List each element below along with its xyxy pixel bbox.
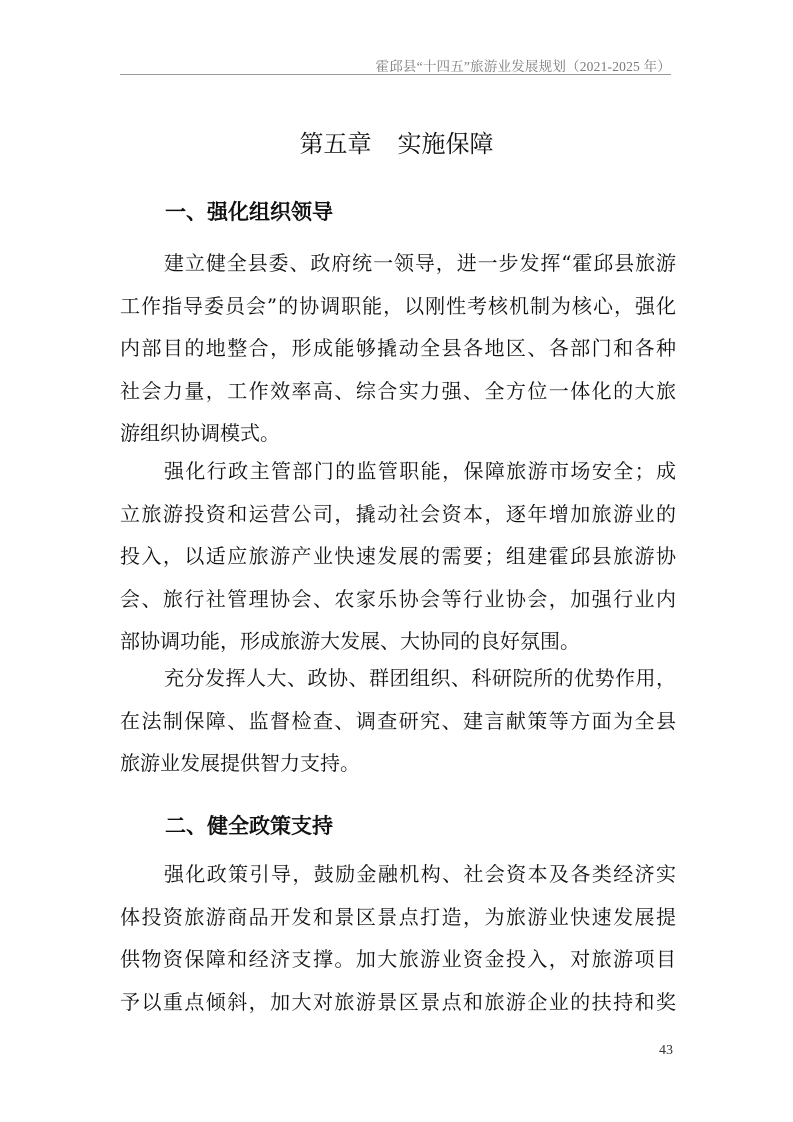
paragraph-line: 体投资旅游商品开发和景区景点打造，为旅游业快速发展提 bbox=[120, 904, 676, 929]
paragraph-line: 会、旅行社管理协会、农家乐协会等行业协会，加强行业内 bbox=[120, 586, 676, 611]
paragraph-line: 社会力量，工作效率高、综合实力强、全方位一体化的大旅 bbox=[120, 378, 676, 403]
paragraph-line: 供物资保障和经济支撑。加大旅游业资金投入，对旅游项目 bbox=[120, 947, 676, 971]
section-heading: 一、强化组织领导 bbox=[165, 200, 333, 224]
paragraph-line: 投入，以适应旅游产业快速发展的需要；组建霍邱县旅游协 bbox=[120, 544, 676, 568]
paragraph-line: 游组织协调模式。 bbox=[120, 421, 280, 445]
running-header: 霍邱县“十四五”旅游业发展规划（2021-2025 年） bbox=[375, 59, 671, 74]
chapter-number: 第五章 bbox=[299, 130, 372, 158]
paragraph bbox=[120, 242, 676, 455]
paragraph-line: 工作指导委员会”的协调职能，以刚性考核机制为核心，强化 bbox=[120, 293, 676, 318]
paragraph-line: 立旅游投资和运营公司，撬动社会资本，逐年增加旅游业的 bbox=[120, 501, 676, 526]
paragraph bbox=[120, 853, 676, 1023]
paragraph-line: 在法制保障、监督检查、调查研究、建言献策等方面为全县 bbox=[120, 708, 676, 733]
page-number: 43 bbox=[659, 1043, 673, 1058]
paragraph-line: 内部目的地整合，形成能够撬动全县各地区、各部门和各种 bbox=[120, 336, 676, 360]
paragraph bbox=[120, 657, 676, 785]
paragraph bbox=[120, 450, 676, 663]
paragraph-line: 建立健全县委、政府统一领导，进一步发挥“霍邱县旅游 bbox=[164, 251, 676, 275]
chapter-name: 实施保障 bbox=[397, 130, 494, 158]
paragraph-line: 予以重点倾斜，加大对旅游景区景点和旅游企业的扶持和奖 bbox=[120, 989, 676, 1014]
paragraph-line: 强化政策引导，鼓励金融机构、社会资本及各类经济实 bbox=[164, 862, 676, 886]
header-rule bbox=[120, 74, 671, 75]
section-heading: 二、健全政策支持 bbox=[165, 814, 333, 838]
chapter-title bbox=[0, 124, 793, 159]
paragraph-line: 部协调功能，形成旅游大发展、大协同的良好氛围。 bbox=[120, 629, 580, 653]
paragraph-line: 充分发挥人大、政协、群团组织、科研院所的优势作用， bbox=[164, 666, 676, 690]
paragraph-line: 强化行政主管部门的监管职能，保障旅游市场安全；成 bbox=[164, 459, 676, 483]
paragraph-line: 旅游业发展提供智力支持。 bbox=[120, 751, 360, 775]
